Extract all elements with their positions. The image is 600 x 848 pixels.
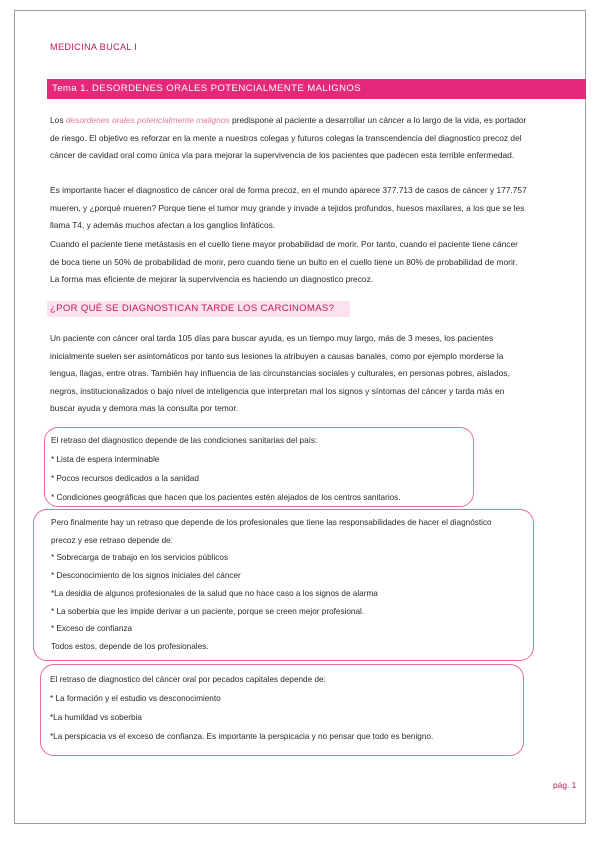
box1-line: * Lista de espera interminable bbox=[51, 455, 160, 464]
topic-title-bar: Tema 1. DESORDENES ORALES POTENCIALMENTE MALIGNOS bbox=[47, 79, 586, 99]
box1-line: * Condiciones geográficas que hacen que los pacientes estén alejados de los centros sanitarios. bbox=[51, 493, 401, 502]
box3-line: *La humildad vs soberbia bbox=[50, 713, 142, 722]
box2-line: * La soberbia que les impide derivar a un paciente, porque se creen mejor profesional. bbox=[51, 606, 365, 616]
box2-line: Pero finalmente hay un retraso que depende de los profesionales que tiene las responsabilidades de hacer el diagnóstico bbox=[51, 518, 492, 527]
box2-line: *La desidia de algunos profesionales de la salud que no hace caso a los signos de alarma bbox=[51, 588, 378, 598]
box3-line: *La perspicacia vs el exceso de confianza. Es importante la perspicacia y no pensar que todo es benigno. bbox=[50, 732, 434, 741]
country-conditions-box bbox=[44, 427, 474, 507]
intro-lead: Los bbox=[50, 115, 66, 125]
intro-emphasis: desordenes orales potencialmente malignos bbox=[65, 115, 230, 125]
box2-line: * Exceso de confianza bbox=[51, 624, 133, 634]
box2-line: precoz y ese retraso depende de: bbox=[51, 535, 173, 545]
box1-line: * Pocos recursos dedicados a la sanidad bbox=[51, 474, 199, 483]
box2-line: * Sobrecarga de trabajo en los servicios públicos bbox=[51, 553, 229, 563]
capital-sins-box bbox=[40, 664, 524, 756]
intro-paragraph-3: Cuando el paciente tiene metástasis en el cuello tiene mayor probabilidad de morir. Por tanto, cuando el paciente tiene cáncer de boca tiene un 50% de probabilidad de morir, pero cuando tiene un bulto en el cuello tiene un 80% de probabilidad de morir. La forma mas eficiente de mejorar la supervivencia es haciendo un diagnostico precoz. bbox=[50, 239, 518, 285]
box3-line: * La formación y el estudio vs desconocimiento bbox=[50, 694, 221, 703]
page-number: pág. 1 bbox=[553, 780, 577, 790]
intro-paragraph-2: Es importante hacer el diagnostico de cáncer oral de forma precoz, en el mundo aparece 377.713 de casos de cáncer y 177.757 mueren, y ¿porqué mueren? Porque tiene el tumor muy grande y invade a tejidos profundos, huesos maxilares, a los que se les llama T4, y además muchos afectan a los ganglios linfáticos. bbox=[50, 185, 527, 231]
box2-line: Todos estos, depende de los profesionales. bbox=[51, 641, 209, 651]
course-title: MEDICINA BUCAL I bbox=[50, 42, 138, 52]
box3-line: El retraso de diagnostico del cáncer oral por pecados capitales depende de: bbox=[50, 675, 326, 684]
intro-rest: predispone al paciente a desarrollar un cáncer a lo largo de la vida, es portador de riesgo. El objetivo es reforzar en la mente a nuestros colegas y futuros colegas la transcendencia del diagnostico precoz del cáncer de cavidad oral como única vía para mejorar la supervivencia de los pacientes que padecen esta terrible enfermedad. bbox=[50, 115, 527, 161]
section-body: Un paciente con cáncer oral tarda 105 días para buscar ayuda, es un tiempo muy largo, más de 3 meses, los pacientes inicialmente suelen ser asintomáticos por tanto sus lesiones la atribuyen a causas banales, como por ejemplo morderse la lengua, llagas, entre otras. También hay influencia de las circunstancias sociales y culturales, en personas pobres, aislados, negros, institucionalizados o bajo nivel de inteligencia que interpretan mal los signos y síntomas del cáncer y tarda más en buscar ayuda y demora mas la consulta por temor. bbox=[50, 333, 510, 414]
professional-delay-box bbox=[33, 509, 534, 661]
box1-line: El retraso del diagnostico depende de las condiciones sanitarias del país: bbox=[51, 436, 318, 445]
intro-paragraph bbox=[50, 112, 528, 165]
section-heading: ¿POR QUÉ SE DIAGNOSTICAN TARDE LOS CARCINOMAS? bbox=[47, 301, 350, 317]
box2-line: * Desconocimiento de los signos iniciales del cáncer bbox=[51, 571, 241, 581]
